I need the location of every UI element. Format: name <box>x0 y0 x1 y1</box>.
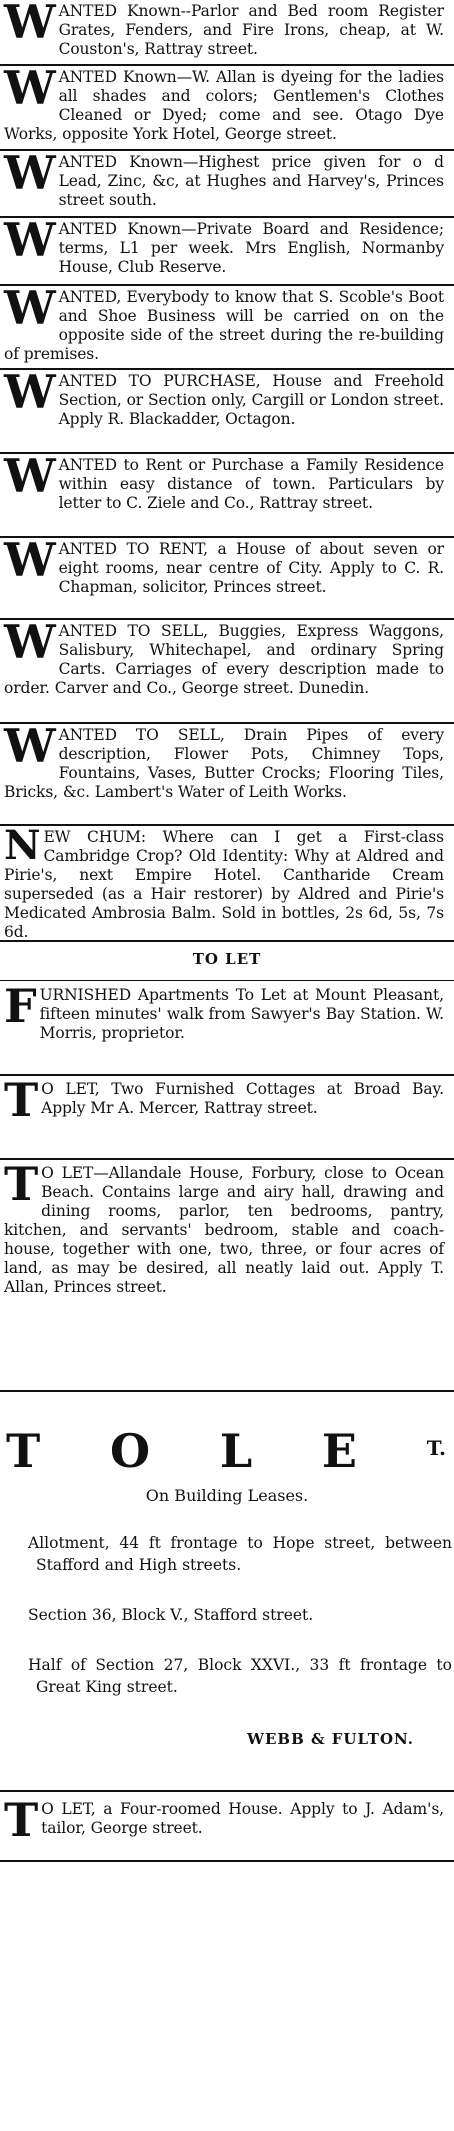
ad-chapman-rent <box>4 533 444 597</box>
drop-initial: F <box>4 979 37 1033</box>
ad-allandale-house <box>4 1157 444 1297</box>
drop-initial: W <box>4 615 56 669</box>
drop-initial: W <box>4 365 56 419</box>
divider <box>0 536 454 538</box>
ad-blackadder-purchase <box>4 365 444 429</box>
heading-letter: L <box>219 1424 253 1478</box>
ad-text: ANTED TO PURCHASE, House and Freehold Section, or Section only, Cargill or London street. Apply R. Blackadder, Octagon. <box>58 372 444 428</box>
divider <box>0 618 454 620</box>
lease-item-allotment: Allotment, 44 ft frontage to Hope street, between Stafford and High streets. <box>28 1534 452 1574</box>
drop-initial: W <box>4 146 56 200</box>
ad-allan-dye-works <box>4 61 444 144</box>
building-leases-subheading: On Building Leases. <box>145 1486 309 1505</box>
lease-item-section-36: Section 36, Block V., Stafford street. <box>28 1606 314 1624</box>
heading-letter: E <box>321 1424 357 1478</box>
ad-aldred-pirie <box>4 822 444 942</box>
ad-text: ANTED Known—W. Allan is dyeing for the ladies all shades and colors; Gentlemen's Clothes Cleaned or Dyed; come and see. Otago Dye Works, opposite York Hotel, George street. <box>4 68 444 143</box>
ad-text: ANTED, Everybody to know that S. Scoble's Boot and Shoe Business will be carried on on the opposite side of the street during the re-building of premises. <box>4 288 444 363</box>
drop-initial: N <box>4 822 41 869</box>
drop-initial: T <box>4 1073 39 1127</box>
ad-text: ANTED Known—Highest price given for o d Lead, Zinc, &c, at Hughes and Harvey's, Princes street south. <box>58 153 444 209</box>
ad-lambert-pipes <box>4 719 444 802</box>
divider <box>0 1390 454 1392</box>
ad-adams-house <box>4 1793 444 1847</box>
heading-letter: O <box>109 1424 151 1478</box>
divider <box>0 940 454 942</box>
ad-ziele-residence <box>4 449 444 513</box>
to-let-display-heading <box>6 1424 446 1478</box>
ad-text: ANTED TO SELL, Drain Pipes of every description, Flower Pots, Chimney Tops, Fountains, Vases, Butter Crocks; Flooring Tiles, Bricks, &c. Lambert's Water of Leith Works. <box>4 726 444 801</box>
ad-hughes-harvey <box>4 146 444 210</box>
drop-initial: T <box>4 1157 39 1211</box>
divider <box>0 1790 454 1792</box>
divider <box>0 284 454 286</box>
ad-text: URNISHED Apartments To Let at Mount Pleasant, fifteen minutes' walk from Sawyer's Bay Station. W. Morris, proprietor. <box>39 986 444 1042</box>
divider <box>0 1158 454 1160</box>
divider <box>0 980 454 981</box>
heading-letter: T. <box>426 1436 446 1460</box>
drop-initial: W <box>4 449 56 503</box>
ad-text: O LET, Two Furnished Cottages at Broad Bay. Apply Mr A. Mercer, Rattray street. <box>41 1080 444 1117</box>
ad-couston <box>4 2 444 59</box>
divider <box>0 452 454 454</box>
drop-initial: W <box>4 719 56 773</box>
ad-text: ANTED TO SELL, Buggies, Express Waggons, Salisbury, Whitechapel, and ordinary Spring Carts. Carriages of every description made to order. Carver and Co., George street. Dunedin. <box>4 622 444 697</box>
drop-initial: W <box>4 213 56 267</box>
drop-initial: T <box>4 1793 39 1847</box>
drop-initial: W <box>4 61 56 115</box>
divider <box>0 1074 454 1076</box>
signature-webb-fulton: WEBB & FULTON. <box>247 1730 414 1748</box>
divider <box>0 149 454 151</box>
divider <box>0 216 454 218</box>
drop-initial: W <box>4 533 56 587</box>
ad-scoble-boots <box>4 281 444 364</box>
divider <box>0 1860 454 1862</box>
drop-initial: W <box>4 281 56 335</box>
lease-item-section-27: Half of Section 27, Block XXVI., 33 ft frontage to Great King street. <box>28 1656 452 1696</box>
ad-text: O LET, a Four-roomed House. Apply to J. Adam's, tailor, George street. <box>41 1800 444 1837</box>
divider <box>0 64 454 66</box>
heading-letter: T <box>6 1424 41 1478</box>
divider <box>0 368 454 370</box>
ad-text: ANTED Known—Private Board and Residence; terms, L1 per week. Mrs English, Normanby House, Club Reserve. <box>58 220 444 276</box>
ad-carver-buggies <box>4 615 444 698</box>
divider <box>0 722 454 724</box>
ad-text: EW CHUM: Where can I get a First-class Cambridge Crop? Old Identity: Why at Aldred and Pirie's, next Empire Hotel. Cantharide Cream superseded (as a Hair restorer) by Aldred and Pirie's Medicated Ambrosia Balm. Sold in bottles, 2s 6d, 5s, 7s 6d. <box>4 828 444 941</box>
ad-english-board <box>4 213 444 277</box>
ad-text: O LET—Allandale House, Forbury, close to Ocean Beach. Contains large and airy hall, drawing and dining rooms, parlor, ten bedrooms, pantry, kitchen, and servants' bedroom, stable and coach-house, together with one, two, three, or four acres of land, as may be desired, all neatly laid out. Apply T. Allan, Princes street. <box>4 1164 444 1296</box>
ad-morris-apartments <box>4 979 444 1043</box>
divider <box>0 824 454 826</box>
ad-mercer-cottages <box>4 1073 444 1127</box>
section-heading-to-let: TO LET <box>192 950 262 968</box>
ad-text: ANTED TO RENT, a House of about seven or eight rooms, near centre of City. Apply to C. R. Chapman, solicitor, Princes street. <box>58 540 444 596</box>
drop-initial: W <box>4 0 56 49</box>
ad-text: ANTED Known--Parlor and Bed room Register Grates, Fenders, and Fire Irons, cheap, at W. Couston's, Rattray street. <box>58 2 444 58</box>
ad-text: ANTED to Rent or Purchase a Family Residence within easy distance of town. Particulars by letter to C. Ziele and Co., Rattray street. <box>58 456 444 512</box>
